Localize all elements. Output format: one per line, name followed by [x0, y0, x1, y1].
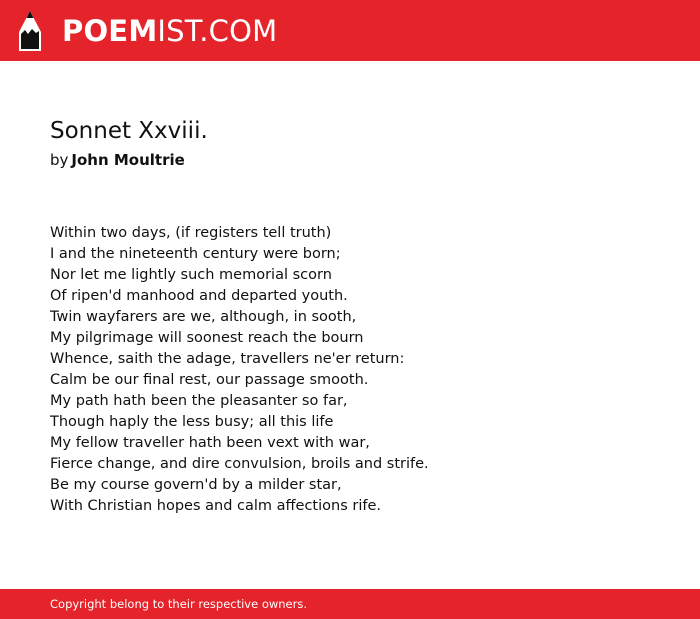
poem-article	[50, 116, 660, 517]
byline-prefix: by	[50, 151, 69, 169]
poem-byline	[50, 150, 660, 170]
site-logo-text	[62, 13, 278, 48]
poem-line: My pilgrimage will soonest reach the bourn	[50, 330, 364, 346]
site-logo-link[interactable]	[18, 9, 277, 53]
logo-text-light: IST.COM	[157, 13, 278, 48]
poem-line: I and the nineteenth century were born;	[50, 246, 341, 262]
poem-line: Be my course govern'd by a milder star,	[50, 477, 342, 493]
site-header	[0, 0, 700, 61]
poem-line: Nor let me lightly such memorial scorn	[50, 267, 332, 283]
poem-line: Within two days, (if registers tell truth)	[50, 225, 332, 241]
poem-body	[50, 223, 660, 517]
poem-line: My fellow traveller hath been vext with war,	[50, 435, 370, 451]
poem-line: Calm be our final rest, our passage smooth.	[50, 372, 369, 388]
copyright-text: Copyright belong to their respective owners.	[50, 597, 308, 611]
poem-line: Of ripen'd manhood and departed youth.	[50, 288, 348, 304]
poem-line: My path hath been the pleasanter so far,	[50, 393, 348, 409]
logo-text-bold: POEM	[62, 13, 158, 48]
poem-line: With Christian hopes and calm affections rife.	[50, 498, 381, 514]
poem-line: Whence, saith the adage, travellers ne'er return:	[50, 351, 405, 367]
poem-title: Sonnet Xxviii.	[50, 118, 208, 144]
poem-line: Twin wayfarers are we, although, in sooth,	[50, 309, 357, 325]
site-footer	[0, 589, 700, 619]
pencil-icon	[18, 10, 42, 52]
poem-line: Fierce change, and dire convulsion, broils and strife.	[50, 456, 429, 472]
author-link[interactable]: John Moultrie	[71, 151, 185, 169]
poem-line: Though haply the less busy; all this life	[50, 414, 334, 430]
